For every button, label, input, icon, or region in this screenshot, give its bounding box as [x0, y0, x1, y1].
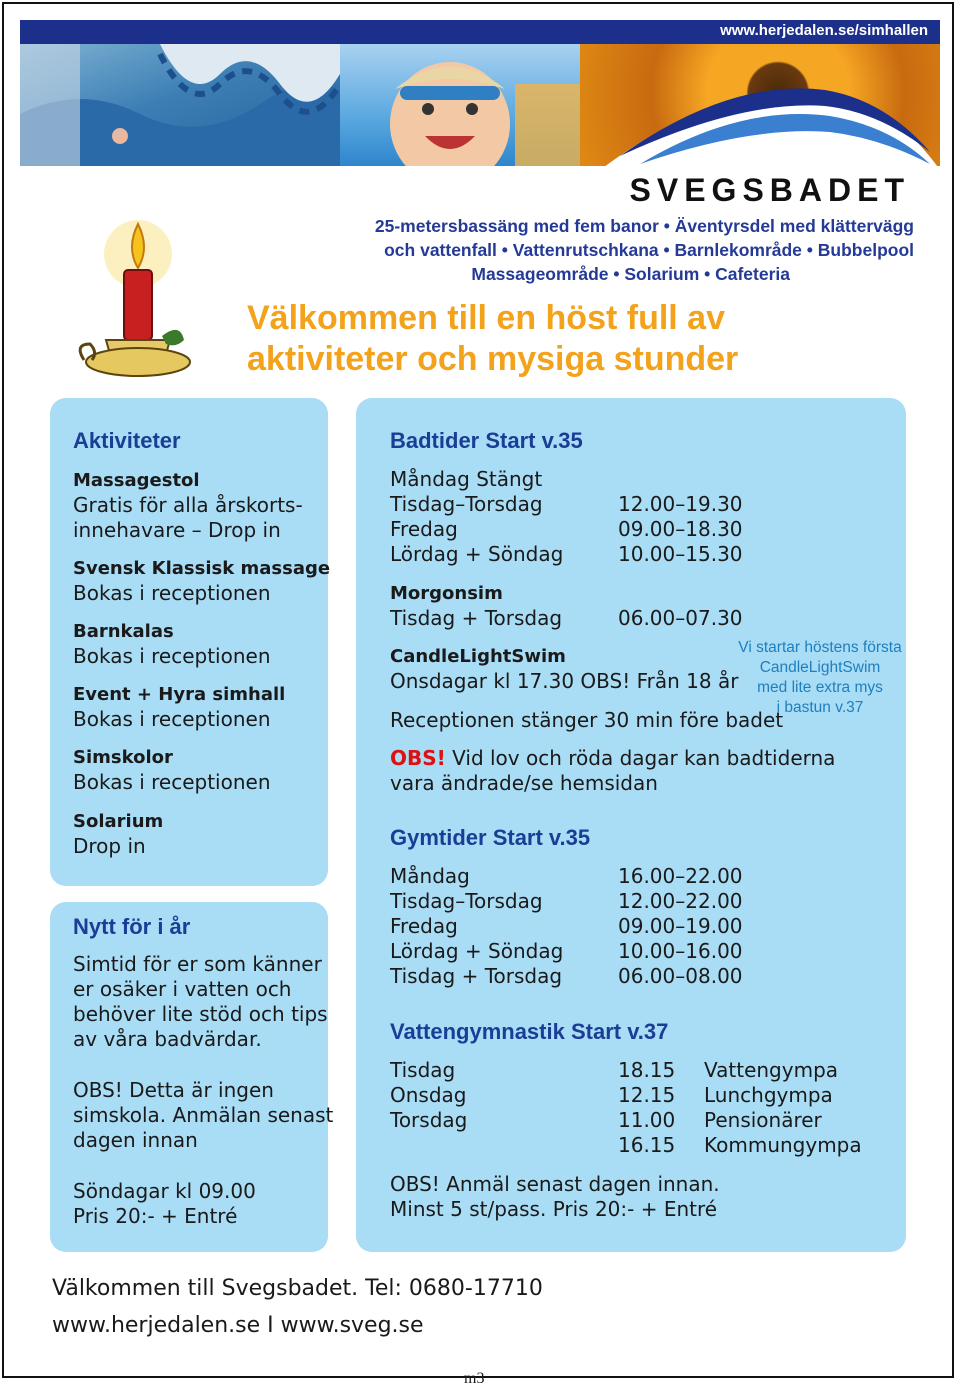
- aqua-title: Vattengymnastik Start v.37: [390, 1019, 669, 1044]
- gym-day: Tisdag–Torsdag: [390, 889, 543, 913]
- news-line: er osäker i vatten och: [73, 977, 292, 1001]
- gym-time: 10.00–16.00: [618, 939, 743, 963]
- activity-desc: Bokas i receptionen: [73, 644, 271, 668]
- bath-day: Tisdag–Torsdag: [390, 492, 543, 516]
- tagline-line-2: och vattenfall • Vattenrutschkana • Barnlekområde • Bubbelpool: [384, 240, 914, 260]
- activity-name: Svensk Klassisk massage: [73, 558, 331, 579]
- activity-name: Barnkalas: [73, 621, 174, 642]
- bath-time: 10.00–15.30: [618, 542, 743, 566]
- note-line: med lite extra mys: [757, 679, 883, 696]
- activities-title: Aktiviteter: [73, 428, 181, 453]
- welcome-heading: [247, 298, 738, 380]
- activity-desc: Bokas i receptionen: [73, 770, 271, 794]
- gym-time: 12.00–22.00: [618, 889, 743, 913]
- footer-contact: Välkommen till Svegsbadet. Tel: 0680-17710: [52, 1276, 543, 1301]
- aqua-day: Torsdag: [390, 1108, 468, 1132]
- aqua-time: 12.15: [618, 1083, 676, 1107]
- gym-day: Lördag + Söndag: [390, 939, 564, 963]
- activity-name: Massagestol: [73, 470, 200, 491]
- aqua-class: Pensionärer: [704, 1108, 822, 1132]
- reception-note: Receptionen stänger 30 min före badet: [390, 708, 784, 732]
- candle-title: CandleLightSwim: [390, 646, 566, 667]
- pool-lanes: [20, 44, 340, 166]
- news-line: av våra badvärdar.: [73, 1027, 262, 1051]
- news-line: OBS! Detta är ingen: [73, 1078, 274, 1102]
- gym-time: 16.00–22.00: [618, 864, 743, 888]
- activity-desc: Bokas i receptionen: [73, 707, 271, 731]
- obs-label: OBS!: [390, 746, 446, 770]
- obs-text: Vid lov och röda dagar kan badtiderna: [445, 746, 836, 770]
- header-url[interactable]: www.herjedalen.se/simhallen: [720, 22, 928, 39]
- welcome-line-2: aktiviteter och mysiga stunder: [247, 340, 739, 378]
- aqua-class: Kommungympa: [704, 1133, 862, 1157]
- note-line: i bastun v.37: [776, 699, 864, 716]
- aqua-footer: OBS! Anmäl senast dagen innan.: [390, 1172, 720, 1196]
- activity-desc: Drop in: [73, 834, 146, 858]
- activity-desc: innehavare – Drop in: [73, 518, 281, 542]
- aqua-time: 18.15: [618, 1058, 676, 1082]
- news-line: simskola. Anmälan senast: [73, 1103, 334, 1127]
- aqua-class: Lunchgympa: [704, 1083, 833, 1107]
- gym-day: Måndag: [390, 864, 470, 888]
- gym-time: 09.00–19.00: [618, 914, 743, 938]
- candle-line: Onsdagar kl 17.30 OBS! Från 18 år: [390, 669, 739, 693]
- news-title: Nytt för i år: [73, 914, 191, 939]
- child-photo: [340, 44, 580, 166]
- news-line: behöver lite stöd och tips: [73, 1002, 328, 1026]
- gym-title: Gymtider Start v.35: [390, 825, 591, 850]
- candle-icon: [76, 212, 196, 387]
- bath-title: Badtider Start v.35: [390, 428, 583, 453]
- footer-links[interactable]: www.herjedalen.se I www.sveg.se: [52, 1313, 424, 1338]
- activity-desc: Gratis för alla årskorts-: [73, 493, 303, 517]
- welcome-line-1: Välkommen till en höst full av: [247, 299, 725, 337]
- child-face: [340, 44, 580, 166]
- activity-desc: Bokas i receptionen: [73, 581, 271, 605]
- obs-line: [390, 746, 835, 771]
- obs-line: vara ändrade/se hemsidan: [390, 771, 658, 795]
- pool-photo: [20, 44, 340, 166]
- aqua-footer: Minst 5 st/pass. Pris 20:- + Entré: [390, 1197, 718, 1221]
- bath-time: 09.00–18.30: [618, 517, 743, 541]
- news-line: Pris 20:- + Entré: [73, 1204, 238, 1228]
- bath-day: Lördag + Söndag: [390, 542, 564, 566]
- aqua-time: 11.00: [618, 1108, 676, 1132]
- tagline-line-1: 25-metersbassäng med fem banor • Äventyrsdel med klättervägg: [374, 216, 914, 236]
- aqua-time: 16.15: [618, 1133, 676, 1157]
- note-line: CandleLightSwim: [759, 659, 881, 676]
- activity-name: Solarium: [73, 811, 164, 832]
- candle-note: [730, 638, 910, 718]
- gym-time: 06.00–08.00: [618, 964, 743, 988]
- brand-wave-logo: [600, 60, 940, 170]
- aqua-day: Onsdag: [390, 1083, 467, 1107]
- activity-name: Simskolor: [73, 747, 173, 768]
- news-line: Simtid för er som känner: [73, 952, 322, 976]
- morning-title: Morgonsim: [390, 583, 503, 604]
- aqua-day: Tisdag: [390, 1058, 456, 1082]
- tagline-line-3: Massageområde • Solarium • Cafeteria: [471, 264, 790, 284]
- bath-time: 12.00–19.30: [618, 492, 743, 516]
- gym-day: Fredag: [390, 914, 458, 938]
- news-line: dagen innan: [73, 1128, 198, 1152]
- aqua-class: Vattengympa: [704, 1058, 839, 1082]
- bath-day: Fredag: [390, 517, 458, 541]
- news-line: Söndagar kl 09.00: [73, 1179, 256, 1203]
- note-line: Vi startar höstens första: [738, 639, 902, 656]
- morning-time: 06.00–07.30: [618, 606, 743, 630]
- morning-day: Tisdag + Torsdag: [390, 606, 563, 630]
- activity-name: Event + Hyra simhall: [73, 684, 286, 705]
- gym-day: Tisdag + Torsdag: [390, 964, 563, 988]
- page-number: m3: [464, 1370, 485, 1387]
- brand-name: SVEGSBADET: [629, 172, 910, 208]
- bath-closed: Måndag Stängt: [390, 467, 543, 491]
